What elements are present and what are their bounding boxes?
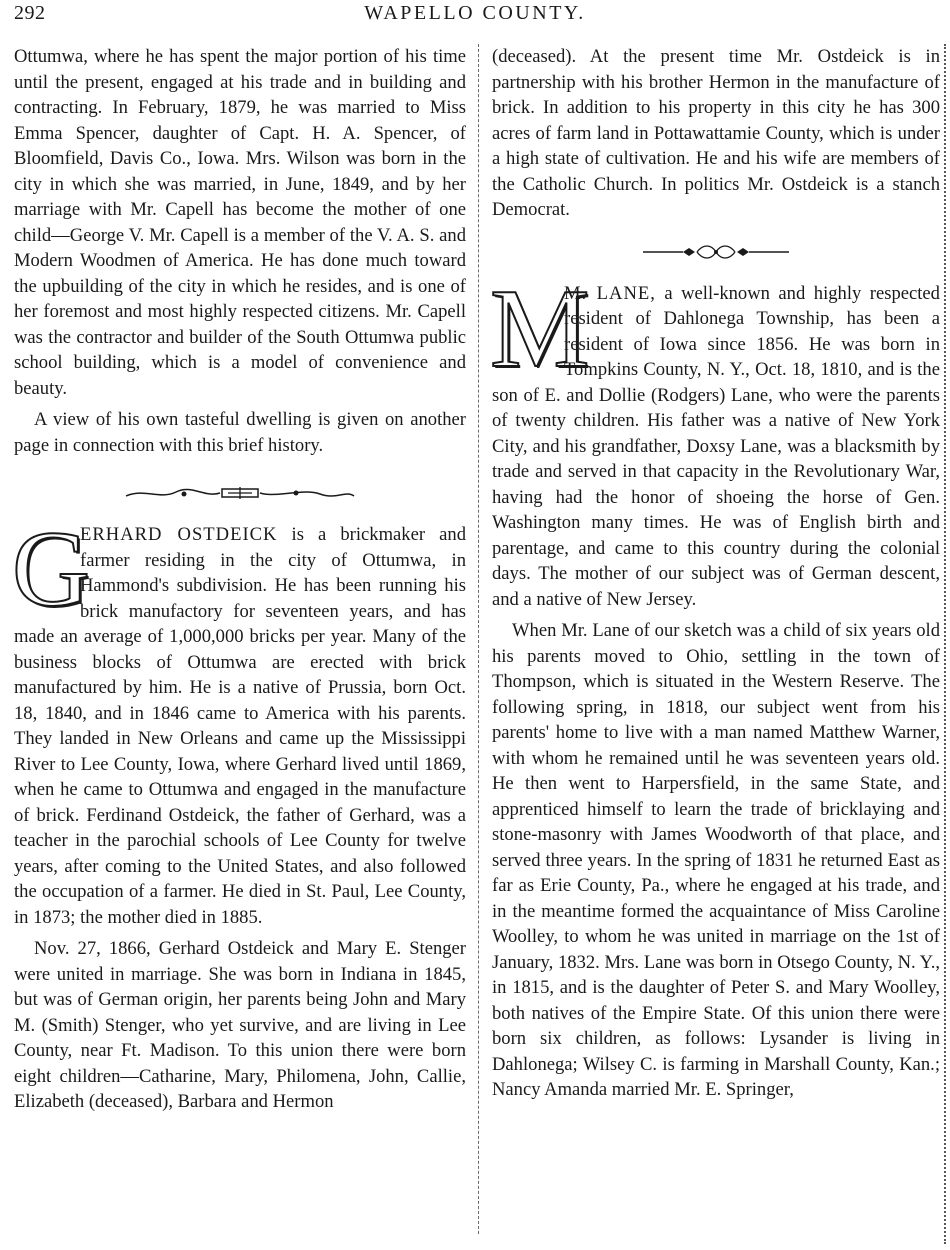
lane-childhood-paragraph: When Mr. Lane of our sketch was a child of six years old his parents moved to Ohio, settling in the town of Thompson, which is situated in the Western Reserve. The following spring, in 1818, our subject went from his parents' home to live with a man named Matthew Warner, with whom he remained until he was seventeen years old. He then went to Harpersfield, in the same State, and apprenticed himself to learn the trade of bricklaying and stone-masonry with James Woodworth of that place, and served three years. In the spring of 1831 he returned East as far as Erie County, Pa., where he engaged at his trade, and in the meantime formed the acquaintance of Miss Caroline Woolley, to whom he was united in marriage on the 1st of January, 1832. Mrs. Lane was born in Otsego County, N. Y., in 1815, and is the daughter of Peter S. and Mary Woolley, both natives of the Empire State. Of this union there were born six children, as follows: Lysander is living in Dahlonega; Wilsey C. is farming in Marshall County, Kan.; Nancy Amanda married Mr. E. Springer,: [492, 620, 940, 1100]
ostdeick-continued-paragraph: (deceased). At the present time Mr. Ostdeick is in partnership with his brother Hermon in the manufacture of brick. In addition to his property in this city he has 300 acres of farm land in Pottawattamie County, which is under a high state of cultivation. He and his wife are members of the Catholic Church. In politics Mr. Ostdeick is a stanch Democrat.: [492, 46, 940, 220]
dropcap-g: G: [12, 510, 90, 629]
page-number: 292: [14, 2, 46, 24]
lane-name: M. LANE,: [564, 282, 656, 304]
ostdeick-intro-text: is a brickmaker and farmer residing in the city of Ottumwa, in Hammond's subdivision. He has been running his brick manufactory for seventeen years, and has made an average of 1,000,000 bricks per year. Many of the business blocks of Ottumwa are erected with brick manufactured by him. He is a native of Prussia, born Oct. 18, 1840, and in 1846 came to America with his parents. They landed in New Orleans and came up the Mississippi River to Lee County, Iowa, where Gerhard lived until 1869, when he came to Ottumwa and engaged in the manufacture of brick. Ferdinand Ostdeick, the father of Gerhard, was a teacher in the parochial schools of Lee County for twelve years, after coming to the United States, and also followed the occupation of a farmer. He died in St. Paul, Lee County, in 1873; the mother died in 1885.: [14, 524, 466, 928]
page-edge-rule: [944, 44, 946, 1244]
ostdeick-intro-paragraph: [12, 510, 466, 930]
ostdeick-name: ERHARD OSTDEICK: [80, 524, 278, 545]
ostdeick-marriage-paragraph: Nov. 27, 1866, Gerhard Ostdeick and Mary E. Stenger were united in marriage. She was born in Indiana in 1845, but was of German origin, her parents being John and Mary M. (Smith) Stenger, who yet survive, and are living in Lee County, near Ft. Madison. To this union there were born eight children—Catharine, Mary, Philomena, John, Callie, Elizabeth (deceased), Barbara and Hermon: [14, 938, 466, 1112]
column-divider: [478, 44, 479, 1234]
dropcap-m: M: [490, 266, 590, 391]
section-ornament: [641, 243, 791, 261]
right-column: [492, 44, 940, 1103]
page-header: [14, 0, 936, 38]
lane-section: [490, 266, 940, 1103]
capell-dwelling-paragraph: A view of his own tasteful dwelling is given on another page in connection with this brief history.: [14, 409, 466, 456]
ostdeick-section: [12, 510, 466, 1115]
lane-intro-paragraph: [490, 266, 940, 613]
running-title: WAPELLO COUNTY.: [364, 2, 586, 24]
section-ornament: [124, 484, 356, 502]
lane-intro-text: a well-known and highly respected resident of Dahlonega Township, has been a resident of Iowa since 1856. He was born in Tompkins County, N. Y., Oct. 18, 1810, and is the son of E. and Dollie (Rodgers) Lane, who were the parents of twenty children. His father was a native of New York City, and his grandfather, Doxsy Lane, was a blacksmith by trade and served in that capacity in the Revolutionary War, having had the honor of shoeing the horse of Gen. Washington many times. He was of English birth and parentage, and came to this country during the colonial days. The mother of our subject was of German descent, and a native of New Jersey.: [492, 282, 940, 610]
capell-paragraph: Ottumwa, where he has spent the major portion of his time until the present, engaged at his trade and in building and contracting. In February, 1879, he was married to Miss Emma Spencer, daughter of Capt. H. A. Spencer, of Bloomfield, Davis Co., Iowa. Mrs. Wilson was born in the city in which she was married, in June, 1849, and by her marriage with Mr. Capell has become the mother of one child—George V. Mr. Capell is a member of the V. A. S. and Modern Woodmen of America. He has done much toward the upbuilding of the city in which he resides, and is one of her foremost and most highly respected citizens. Mr. Capell was the contractor and builder of the South Ottumwa public school building, which is a model of convenience and beauty.: [14, 46, 466, 399]
left-column: [14, 44, 466, 1115]
